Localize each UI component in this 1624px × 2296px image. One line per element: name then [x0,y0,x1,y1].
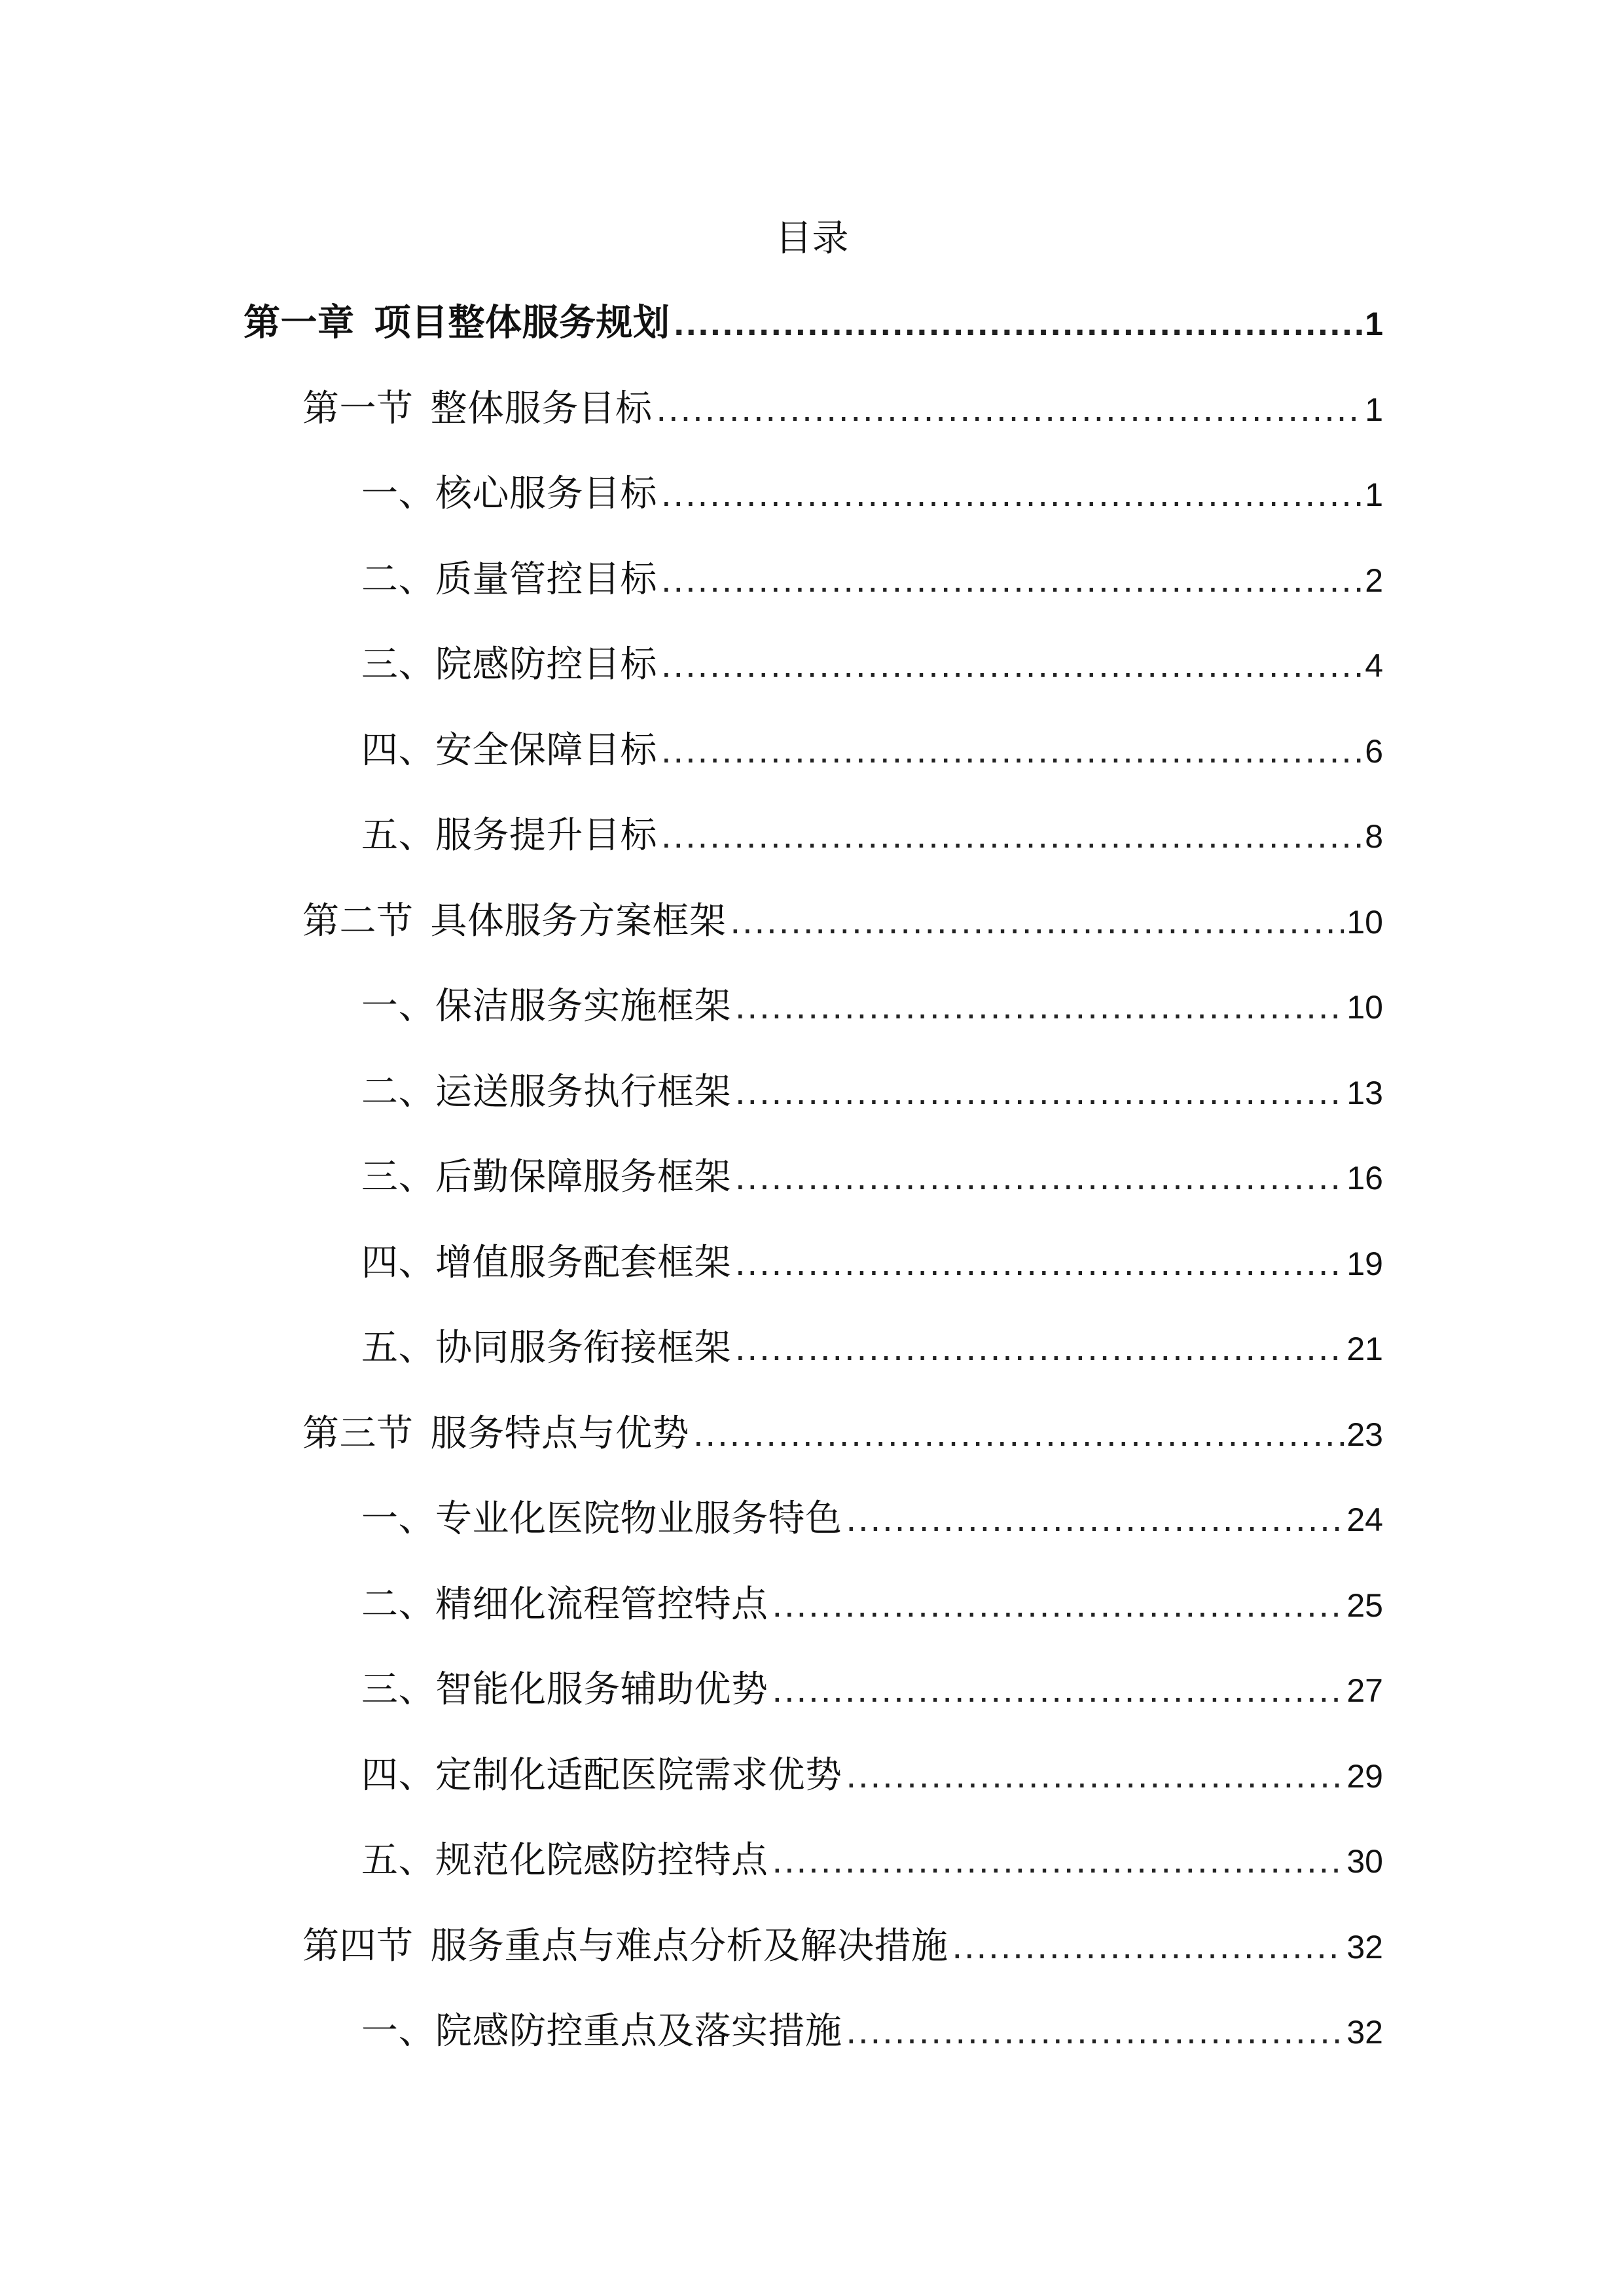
toc-title: 目录 [775,217,849,260]
toc-entry-level3[interactable] [361,2005,1383,2057]
toc-entry-text: 质量管控目标 [435,558,657,601]
toc-entry-number: 三、 [361,1668,435,1711]
toc-entry-label [361,1237,731,1289]
toc-dot-leader [661,553,1362,605]
toc-entry-text: 定制化适配医院需求优势 [435,1753,842,1797]
toc-entry-level3[interactable] [361,638,1383,691]
toc-entry-level3[interactable] [361,1578,1383,1630]
toc-entry-label [361,980,731,1033]
toc-entry-text: 协同服务衔接框架 [435,1327,731,1369]
toc-dot-leader [846,1749,1344,1801]
toc-dot-leader [772,1578,1344,1630]
toc-entry-label [361,810,657,862]
toc-page-number: 25 [1346,1587,1383,1624]
toc-page-number: 1 [1365,306,1383,342]
toc-entry-level3[interactable] [361,980,1383,1032]
toc-dot-leader [735,1066,1344,1118]
toc-dot-leader [693,1407,1344,1460]
toc-entry-text: 服务特点与优势 [430,1412,689,1455]
toc-entry-label [361,1835,768,1887]
toc-entry-number: 四、 [361,728,435,772]
toc-entry-number: 一、 [361,2010,435,2053]
toc-entry-label [361,1579,768,1631]
toc-dot-leader [731,895,1344,947]
toc-entry-text: 院感防控重点及落实措施 [435,2010,842,2053]
toc-entry-number: 二、 [361,1583,435,1626]
toc-entry-text: 精细化流程管控特点 [435,1583,768,1626]
toc-dot-leader [846,1492,1344,1545]
toc-dot-leader [952,1920,1344,1972]
toc-entry-number: 五、 [361,1327,435,1369]
toc-entry-level3[interactable] [361,1066,1383,1118]
toc-entry-text: 服务提升目标 [435,814,657,857]
toc-entry-level3[interactable] [361,1834,1383,1886]
toc-entry-text: 整体服务目标 [430,387,653,430]
toc-page-number: 4 [1365,647,1383,684]
toc-page-number: 21 [1346,1331,1383,1367]
toc-page-number: 6 [1365,732,1383,770]
toc-entry-text: 项目整体服务规划 [374,301,670,344]
toc-entry-level3[interactable] [361,1151,1383,1203]
toc-entry-level2[interactable] [302,895,1383,947]
toc-page-number: 1 [1365,391,1383,428]
toc-entry-label [361,1664,768,1716]
toc-entry-label [244,296,670,349]
toc-entry-number: 三、 [361,643,435,686]
toc-entry-level3[interactable] [361,1236,1383,1289]
toc-entry-text: 核心服务目标 [435,473,657,515]
toc-entry-level3[interactable] [361,1321,1383,1374]
toc-entry-label [302,383,653,435]
toc-entry-number: 三、 [361,1156,435,1198]
toc-entry-text: 增值服务配套框架 [435,1241,731,1284]
toc-entry-number: 五、 [361,1839,435,1882]
toc-page-number: 13 [1346,1074,1383,1111]
toc-page-number: 32 [1346,2014,1383,2051]
toc-entry-label [361,554,657,606]
toc-entry-number: 五、 [361,814,435,857]
toc-page-number: 1 [1365,476,1383,513]
toc-entry-label [361,1749,842,1802]
toc-entry-label [361,639,657,691]
toc-entry-number: 一、 [361,985,435,1028]
toc-entry-number: 第一章 [244,301,355,344]
toc-entry-label [361,725,657,777]
toc-entry-level1[interactable] [244,296,1383,349]
toc-entry-level3[interactable] [361,809,1383,861]
toc-page-number: 23 [1346,1416,1383,1453]
toc-entry-number: 第一节 [302,387,414,430]
toc-entry-level3[interactable] [361,553,1383,605]
toc-entry-number: 一、 [361,1498,435,1540]
toc-page-number: 10 [1346,903,1383,941]
toc-page-number: 19 [1346,1245,1383,1282]
toc-entry-level3[interactable] [361,724,1383,776]
toc-dot-leader [674,296,1363,349]
toc-dot-leader [657,382,1363,435]
toc-dot-leader [661,467,1362,520]
toc-dot-leader [772,1663,1344,1715]
toc-page-number: 16 [1346,1160,1383,1196]
toc-page-number: 27 [1346,1672,1383,1709]
toc-entry-number: 第四节 [302,1924,414,1967]
toc-entry-text: 具体服务方案框架 [430,899,727,942]
toc-dot-leader [661,809,1362,861]
toc-dot-leader [661,638,1362,691]
toc-entry-level3[interactable] [361,1749,1383,1801]
toc-dot-leader [735,1236,1344,1289]
toc-entry-level2[interactable] [302,382,1383,435]
toc-dot-leader [735,980,1344,1032]
toc-entry-number: 第二节 [302,899,414,942]
toc-entry-level3[interactable] [361,467,1383,520]
toc-entry-text: 服务重点与难点分析及解决措施 [430,1924,948,1967]
toc-page-number: 10 [1346,989,1383,1026]
toc-page-number: 24 [1346,1501,1383,1538]
toc-entry-number: 一、 [361,473,435,515]
toc-entry-label [302,895,727,948]
toc-page-number: 8 [1365,818,1383,855]
toc-dot-leader [772,1834,1344,1886]
toc-entry-text: 院感防控目标 [435,643,657,686]
toc-entry-text: 运送服务执行框架 [435,1070,731,1113]
toc-entry-level3[interactable] [361,1492,1383,1545]
toc-dot-leader [735,1321,1344,1374]
toc-entry-text: 安全保障目标 [435,728,657,772]
toc-entry-label [361,2005,842,2058]
toc-entry-text: 智能化服务辅助优势 [435,1668,768,1711]
toc-entry-number: 二、 [361,1070,435,1113]
toc-entry-number: 二、 [361,558,435,601]
toc-entry-level2[interactable] [302,1407,1383,1460]
toc-entry-label [361,468,657,520]
toc-page-number: 30 [1346,1843,1383,1880]
toc-entry-text: 后勤保障服务框架 [435,1156,731,1198]
toc-page-number: 29 [1346,1757,1383,1795]
toc-entry-text: 规范化院感防控特点 [435,1839,768,1882]
toc-entry-number: 四、 [361,1753,435,1797]
toc-entry-level3[interactable] [361,1663,1383,1715]
toc-entry-label [361,1151,731,1204]
toc-entry-level2[interactable] [302,1920,1383,1972]
toc-dot-leader [735,1151,1344,1203]
toc-dot-leader [661,724,1362,776]
toc-page-number: 32 [1346,1928,1383,1965]
toc-entry-label [361,1066,731,1119]
toc-entry-label [361,1493,842,1545]
toc-entry-number: 第三节 [302,1412,414,1455]
toc-page-number: 2 [1365,562,1383,599]
toc-entry-number: 四、 [361,1241,435,1284]
toc-entry-label [302,1408,689,1460]
toc-entry-text: 专业化医院物业服务特色 [435,1498,842,1540]
toc-entry-text: 保洁服务实施框架 [435,985,731,1028]
toc-entry-label [302,1920,948,1973]
toc-entry-label [361,1322,731,1374]
toc-dot-leader [846,2005,1344,2057]
